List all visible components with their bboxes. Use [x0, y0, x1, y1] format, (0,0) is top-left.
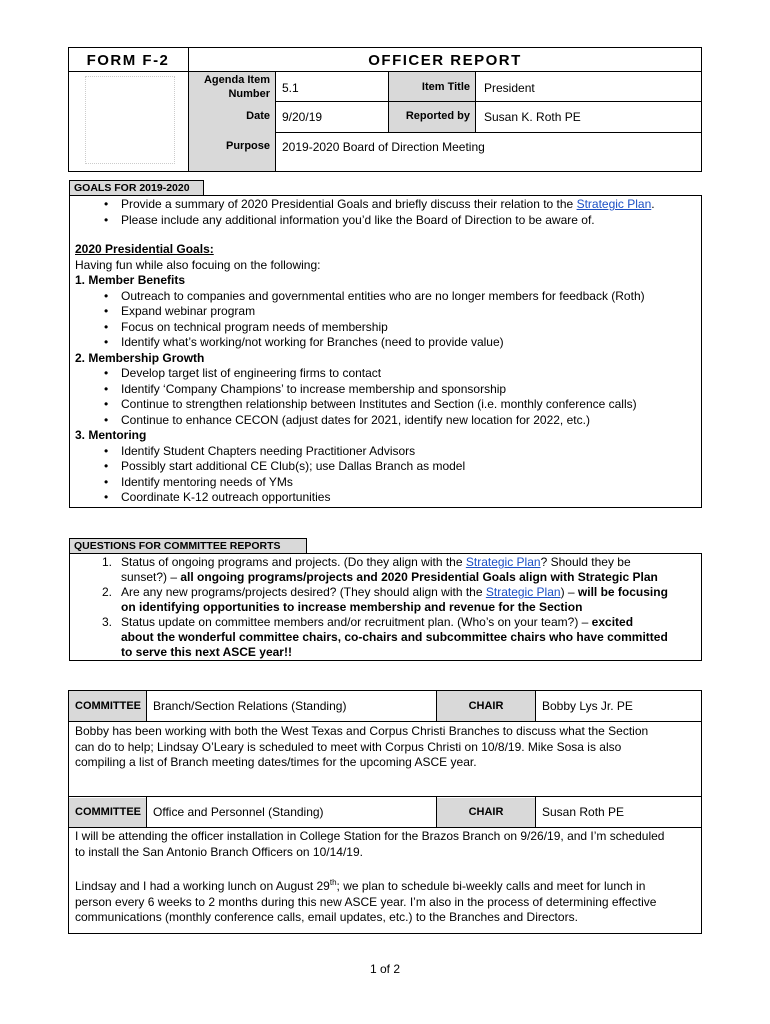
list-item: • Identify mentoring needs of YMs: [75, 475, 700, 491]
question-2: 2. Are any new programs/projects desired? (They should align with the Strategic Plan) – will be focusing on identifying opportunities to increase membership and revenue for the Section: [102, 585, 668, 614]
goal-group-list: [75, 366, 700, 428]
committee-name: Branch/Section Relations (Standing): [153, 699, 347, 713]
goal-group-list: [75, 289, 700, 351]
goals-instructions: [75, 197, 700, 228]
item-title-label: Item Title: [421, 81, 470, 93]
strategic-plan-link[interactable]: Strategic Plan: [576, 197, 652, 211]
list-item: • Continue to strengthen relationship between Institutes and Section (i.e. monthly conference calls): [75, 397, 700, 413]
strategic-plan-link[interactable]: Strategic Plan: [465, 555, 541, 569]
list-item: • Identify what’s working/not working for Branches (need to provide value): [75, 335, 700, 351]
item-title-value: President: [484, 81, 535, 95]
goal-group-title: 2. Membership Growth: [75, 350, 205, 365]
purpose-label: Purpose: [225, 140, 270, 152]
committee-name: Office and Personnel (Standing): [153, 805, 324, 819]
committee-body: Bobby has been working with both the West Texas and Corpus Christi Branches to discuss what the Section can do to help; Lindsay O’Leary is scheduled to meet with Corpus Christi on 10/8/19. Mike Sosa is also compiling a list of Branch meeting dates/times for the upcoming ASCE year.: [75, 724, 649, 769]
questions-section-title: QUESTIONS FOR COMMITTEE REPORTS: [69, 538, 307, 554]
goals-intro: Having fun while also focuing on the following:: [75, 257, 321, 272]
questions-content: [75, 555, 700, 660]
goals-instruction-1: • Provide a summary of 2020 Presidential Goals and briefly discuss their relation to the Strategic Plan.: [75, 197, 700, 213]
list-item: • Expand webinar program: [75, 304, 700, 320]
header-title-rule: [68, 71, 702, 72]
list-item: • Identify ‘Company Champions’ to increase membership and sponsorship: [75, 382, 700, 398]
goals-content: [75, 197, 700, 506]
committee-label: COMMITTEE: [75, 806, 141, 818]
chair-name: Bobby Lys Jr. PE: [542, 699, 633, 713]
question-3: 3. Status update on committee members and/or recruitment plan. (Who’s on your team?) – excited about the wonderful committee chairs, co-chairs and subcommittee chairs who have committed to serve this next ASCE year!!: [102, 615, 668, 659]
reported-by-value: Susan K. Roth PE: [484, 110, 581, 124]
agenda-label: Agenda Item Number: [203, 74, 270, 100]
page-title: OFFICER REPORT: [368, 52, 522, 69]
goals-instruction-2: • Please include any additional information you’d like the Board of Direction to be aware of.: [75, 213, 700, 229]
list-item: • Continue to enhance CECON (adjust dates for 2021, identify new location for 2022, etc.): [75, 413, 700, 429]
chair-label: CHAIR: [468, 700, 504, 712]
questions-list: [75, 555, 700, 660]
list-item: • Focus on technical program needs of membership: [75, 320, 700, 336]
committee-body: I will be attending the officer installation in College Station for the Brazos Branch on 9/26/19, and I’m scheduled to install the San Antonio Branch Officers on 10/14/19. Lindsay and I had a working lunch on August 29th; we plan to schedule bi-weekly calls and meet for lunch in person every 6 weeks to 2 months during this new ASCE year. I’m also in the process of determining effective communications (monthly conference calls, email updates, etc.) to the Branches and Directors.: [75, 829, 665, 924]
reported-by-label: Reported by: [405, 110, 470, 122]
list-item: • Develop target list of engineering firms to contact: [75, 366, 700, 382]
logo-placeholder: [85, 76, 175, 164]
chair-name: Susan Roth PE: [542, 805, 625, 819]
list-item: • Outreach to companies and governmental entities who are no longer members for feedback (Roth): [75, 289, 700, 305]
list-item: • Identify Student Chapters needing Practitioner Advisors: [75, 444, 700, 460]
goal-group-title: 1. Member Benefits: [75, 273, 186, 287]
list-item: • Coordinate K-12 outreach opportunities: [75, 490, 700, 506]
form-id: FORM F-2: [86, 52, 170, 69]
agenda-value: 5.1: [282, 81, 299, 95]
goal-group-list: [75, 444, 700, 506]
list-item: • Possibly start additional CE Club(s); use Dallas Branch as model: [75, 459, 700, 475]
goals-section-title: GOALS FOR 2019-2020: [69, 180, 204, 196]
question-1: 1. Status of ongoing programs and projects. (Do they align with the Strategic Plan? Should they be sunset?) – all ongoing programs/projects and 2020 Presidential Goals align with Strategic Plan: [102, 555, 658, 584]
chair-label: CHAIR: [468, 806, 504, 818]
purpose-value: 2019-2020 Board of Direction Meeting: [282, 140, 485, 154]
committee-label: COMMITTEE: [75, 700, 141, 712]
strategic-plan-link[interactable]: Strategic Plan: [485, 585, 561, 599]
date-label: Date: [246, 110, 270, 122]
goal-group-title: 3. Mentoring: [75, 428, 147, 442]
date-value: 9/20/19: [282, 110, 323, 124]
goals-heading: 2020 Presidential Goals:: [75, 242, 214, 256]
page-number: 1 of 2: [369, 962, 401, 976]
